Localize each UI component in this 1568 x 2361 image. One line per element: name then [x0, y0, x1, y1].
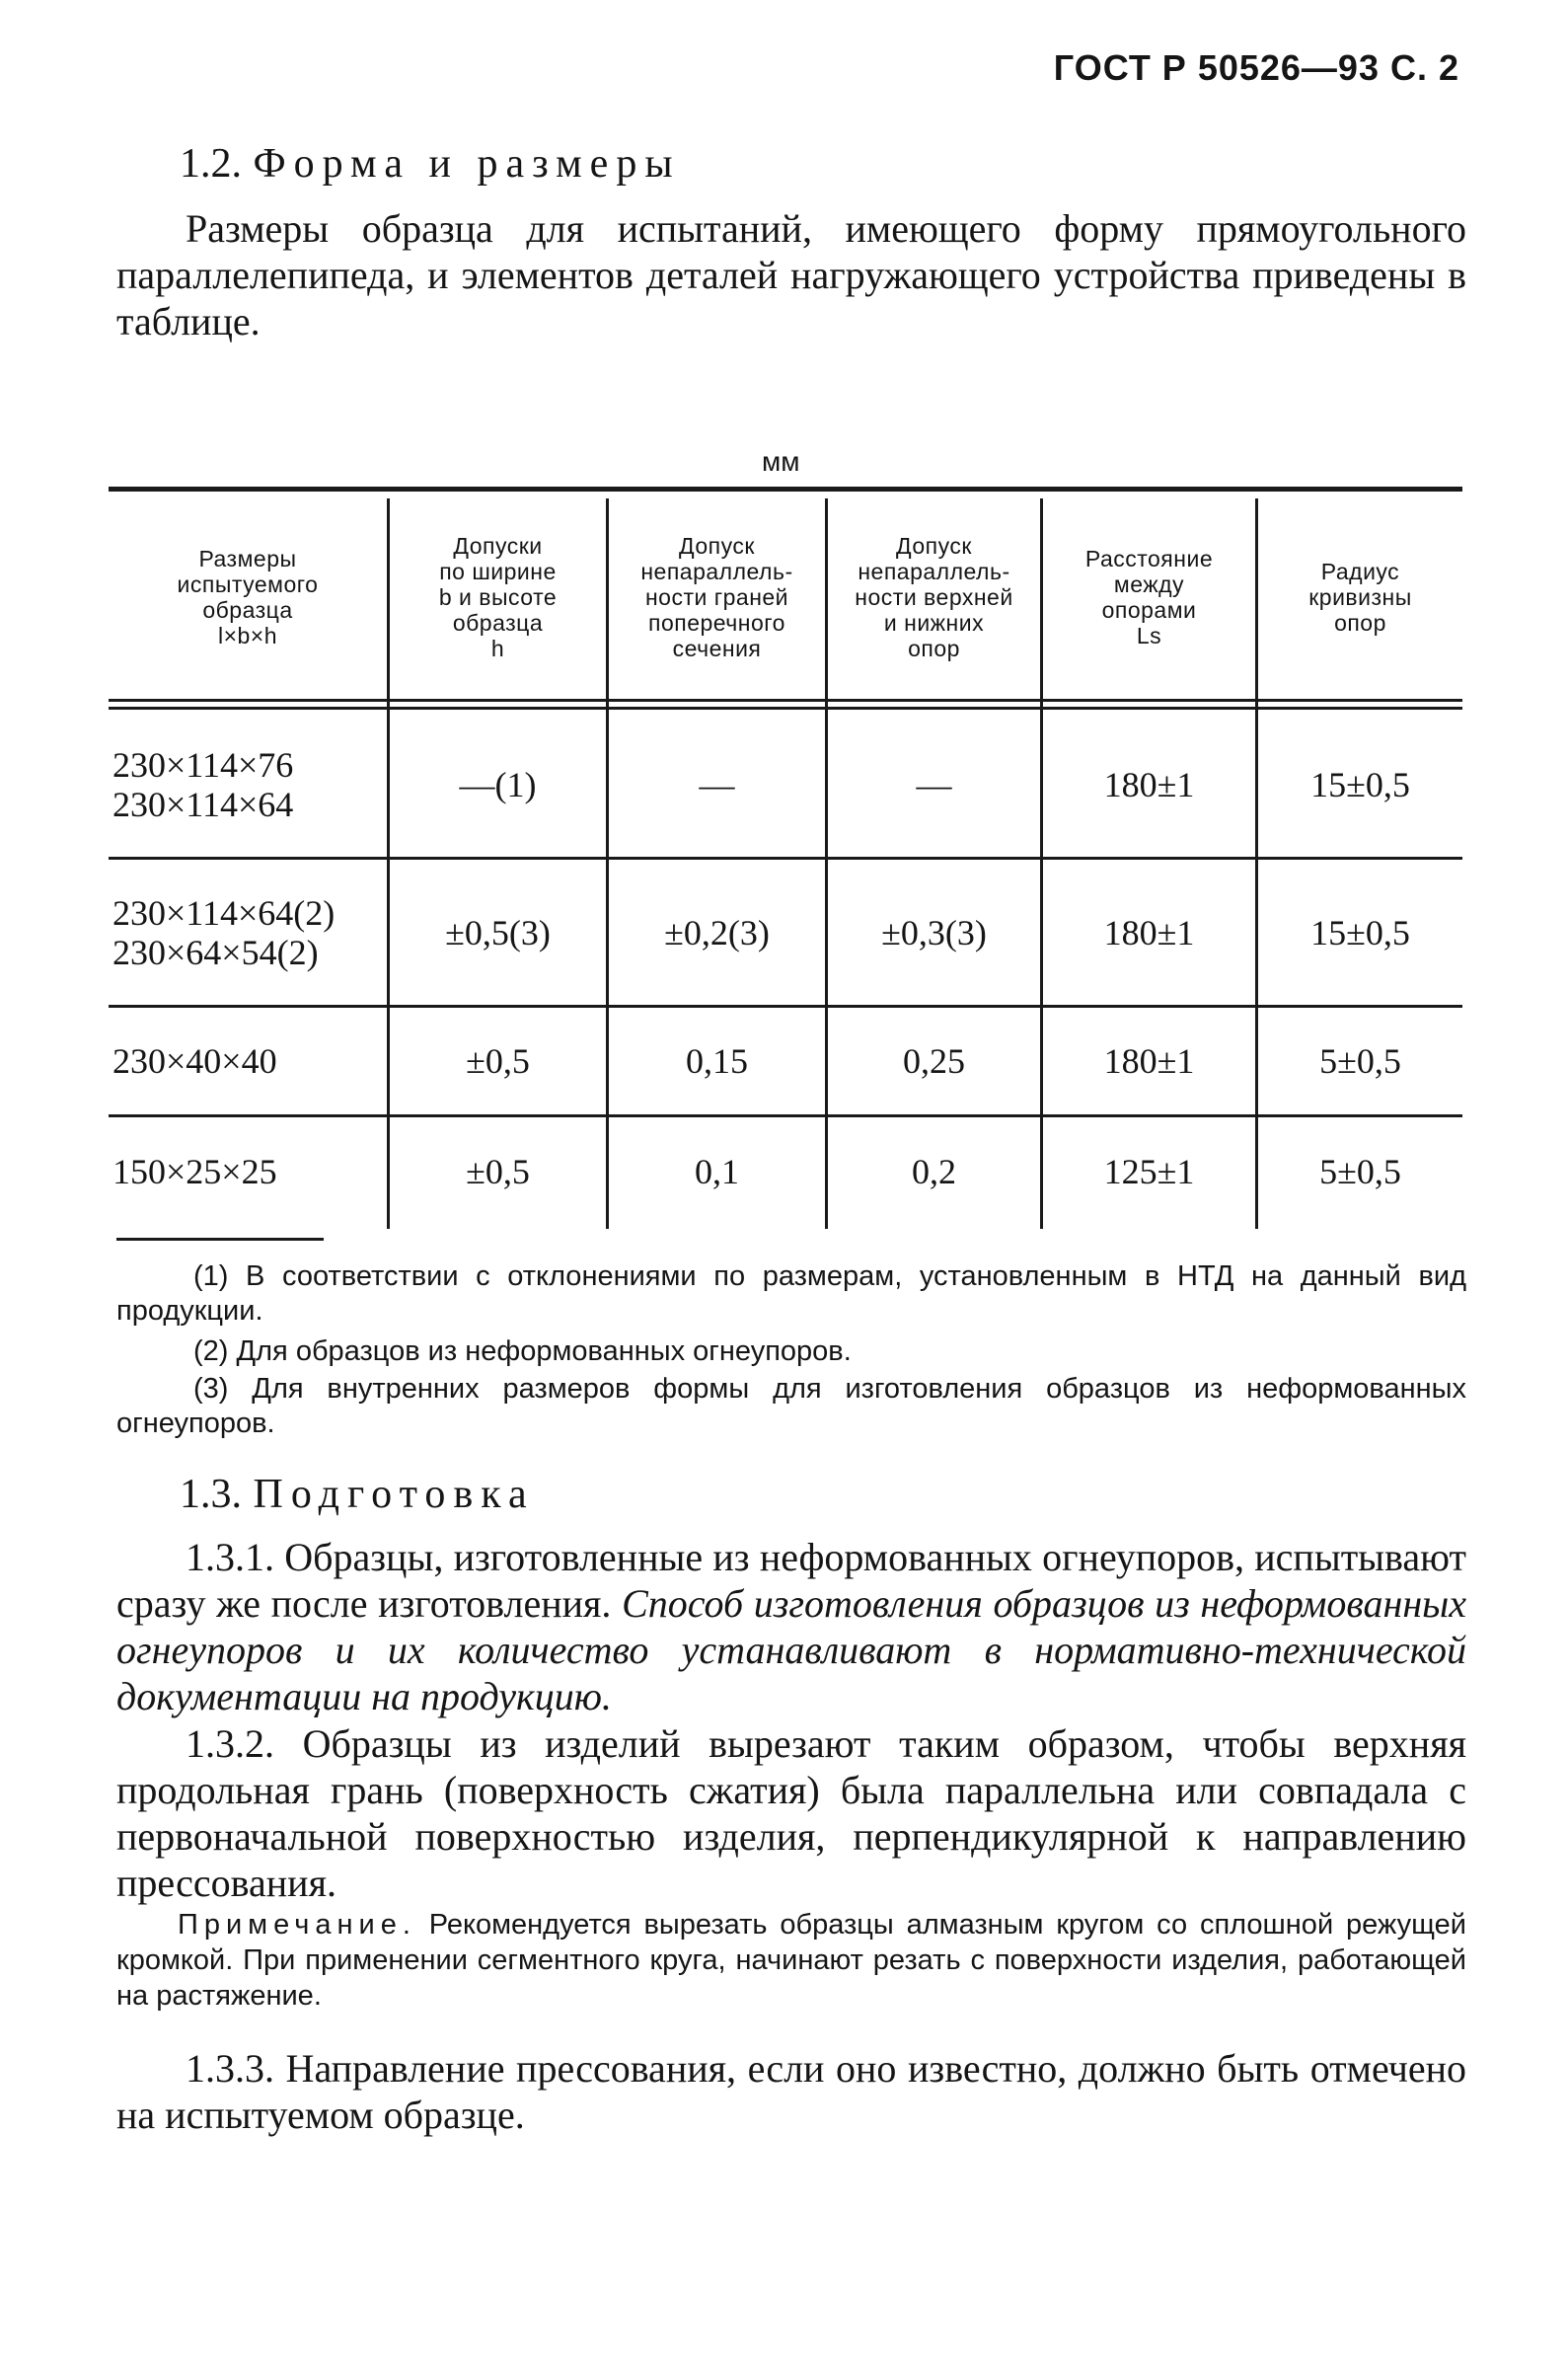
table-cell: 230×114×76 230×114×64	[112, 744, 294, 824]
table-cell: 0,25	[903, 1041, 965, 1081]
column-header-dimensions: Размеры испытуемого образца l×b×h	[177, 546, 319, 648]
page-header: ГОСТ Р 50526—93 С. 2	[1053, 47, 1459, 88]
paragraph-text: Размеры образца для испытаний, имеющего форму прямоугольного параллелепипеда, и элементов деталей нагружающего устройства приведены в таблице.	[116, 206, 1466, 343]
section-title: Подготовка	[253, 1472, 535, 1517]
paragraph-1-3-3: 1.3.3. Направление прессования, если оно известно, должно быть отмечено на испытуемом образце.	[116, 2046, 1466, 2137]
table-cell: —(1)	[459, 764, 537, 804]
table-unit: мм	[762, 446, 800, 477]
paragraph-italic-text: Способ изготовления образцов из неформованных огнеупоров и их количество устанавливают в нормативно-технической документации на продукцию.	[116, 1581, 1467, 1718]
table-cell: ±0,5(3)	[445, 912, 551, 952]
table-cell: 0,2	[912, 1152, 956, 1191]
footnote-2: (2) Для образцов из неформованных огнеупоров.	[193, 1335, 852, 1367]
table-cell: 180±1	[1103, 912, 1195, 952]
table-cell: 15±0,5	[1310, 764, 1410, 804]
table-cell: 180±1	[1103, 764, 1195, 804]
paragraph-1-3-1: 1.3.1. Образцы, изготовленные из неформованных огнеупоров, испытывают сразу же после изготовления. Способ изготовления образцов из неформованных огнеупоров и их количество устанавливают в нормативно-технической документации на продукцию.	[116, 1535, 1467, 1718]
column-header-width-tolerance: Допуски по ширине b и высоте образца h	[438, 533, 558, 661]
table-cell: 5±0,5	[1319, 1152, 1401, 1191]
section-number: 1.2.	[180, 141, 242, 187]
table-cell: 230×40×40	[112, 1041, 277, 1081]
table-cell: 0,1	[695, 1152, 739, 1191]
footnote-divider	[116, 1238, 324, 1241]
footnote-3: (3) Для внутренних размеров формы для изготовления образцов из неформованных огнеупоров.	[116, 1373, 1466, 1439]
column-header-face-parallelism: Допуск непараллель- ности граней поперечного сечения	[640, 533, 793, 661]
table-cell: 150×25×25	[112, 1152, 277, 1191]
section-heading-1-2	[180, 140, 681, 188]
table-cell: —	[916, 764, 952, 804]
table-cell: 15±0,5	[1310, 912, 1410, 952]
table-cell: 0,15	[686, 1041, 748, 1081]
paragraph-1-2	[116, 205, 1466, 344]
table-cell: 180±1	[1103, 1041, 1195, 1081]
table-cell: 125±1	[1103, 1152, 1195, 1191]
table-cell: ±0,3(3)	[881, 912, 987, 952]
table-cell: ±0,2(3)	[664, 912, 770, 952]
note-label: Примечание.	[178, 1909, 416, 1941]
note-text: Рекомендуется вырезать образцы алмазным кругом со сплошной режущей кромкой. При применении сегментного круга, начинают резать с поверхности изделия, работающей на растяжение.	[116, 1909, 1466, 2012]
section-number: 1.3.	[180, 1472, 242, 1517]
column-header-support-radius: Радиус кривизны опор	[1308, 559, 1412, 636]
column-header-support-distance: Расстояние между опорами Ls	[1084, 546, 1214, 648]
table-cell: ±0,5	[466, 1152, 530, 1191]
table-cell: ±0,5	[466, 1041, 530, 1081]
footnote-1: (1) В соответствии с отклонениями по размерам, установленным в НТД на данный вид продукции.	[116, 1260, 1466, 1327]
note	[116, 1907, 1466, 2014]
table-cell: 5±0,5	[1319, 1041, 1401, 1081]
column-header-support-parallelism: Допуск непараллель- ности верхней и нижних опор	[855, 533, 1013, 661]
section-heading-1-3	[180, 1471, 535, 1518]
paragraph-1-3-2: 1.3.2. Образцы из изделий вырезают таким образом, чтобы верхняя продольная грань (поверхность сжатия) была параллельна или совпадала с первоначальной поверхностью изделия, перпендикулярной к направлению прессования.	[116, 1721, 1466, 1905]
table-cell: —	[699, 764, 735, 804]
section-title: Форма и размеры	[253, 141, 681, 187]
table-cell: 230×114×64(2) 230×64×54(2)	[112, 892, 336, 972]
